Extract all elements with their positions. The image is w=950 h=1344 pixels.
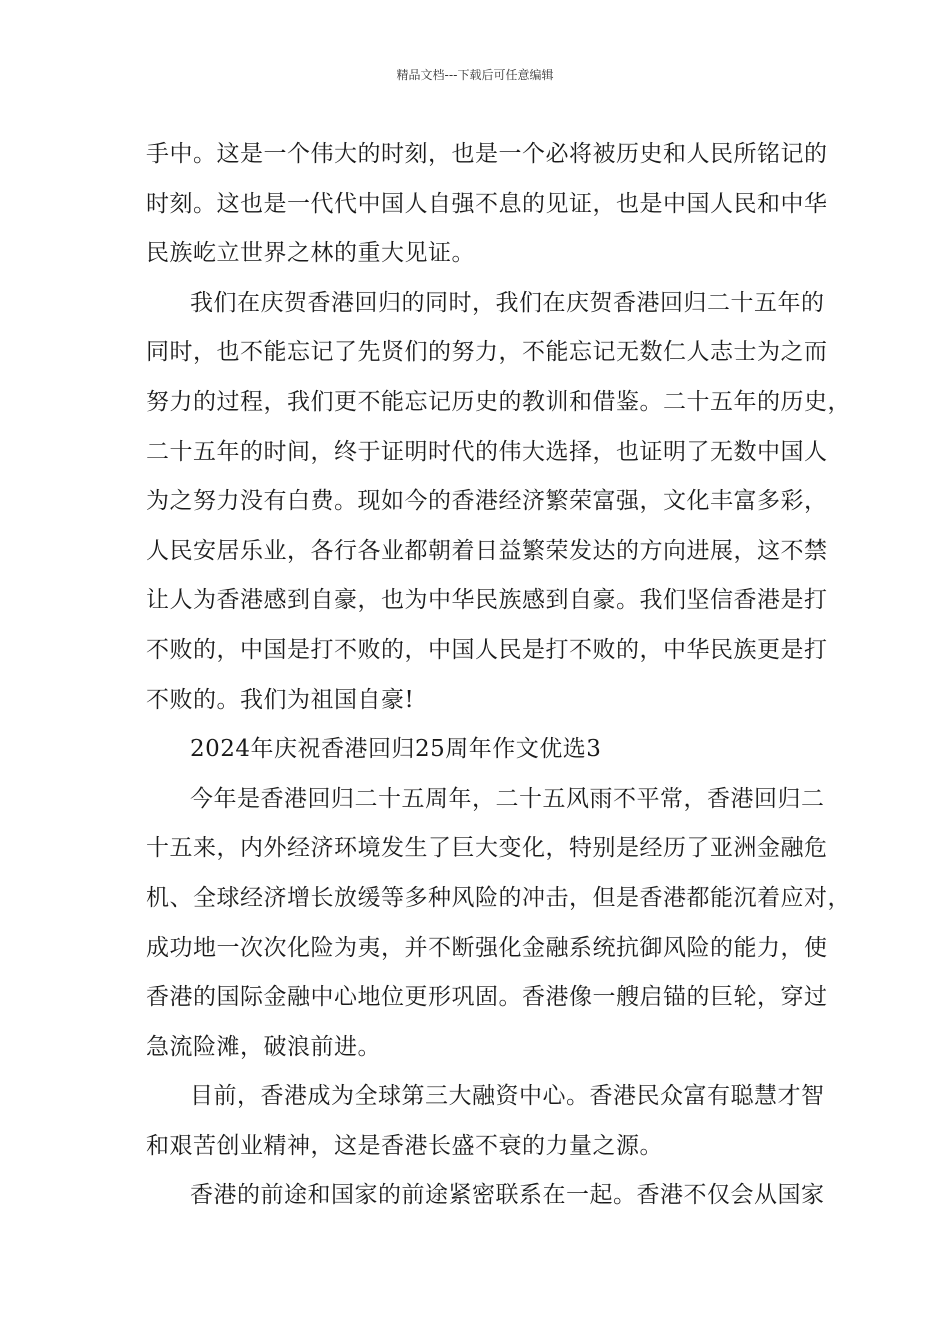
text-line: 不败的，中国是打不败的，中国人民是打不败的，中华民族更是打 — [146, 636, 828, 663]
text-line: 不败的。我们为祖国自豪! — [146, 686, 415, 713]
document-body — [146, 130, 851, 1221]
text-line: 手中。这是一个伟大的时刻，也是一个必将被历史和人民所铭记的 — [146, 141, 828, 167]
text-line: 急流险滩，破浪前进。 — [146, 1033, 381, 1060]
text-line: 让人为香港感到自豪，也为中华民族感到自豪。我们坚信香港是打 — [146, 587, 828, 614]
text-line: 香港的国际金融中心地位更形巩固。香港像一艘启锚的巨轮，穿过 — [146, 984, 828, 1011]
text-line: 和艰苦创业精神，这是香港长盛不衰的力量之源。 — [146, 1132, 663, 1159]
text-line: 民族屹立世界之林的重大见证。 — [146, 240, 475, 267]
text-line: 人民安居乐业，各行各业都朝着日益繁荣发达的方向进展，这不禁 — [146, 537, 828, 564]
text-line: 机、全球经济增长放缓等多种风险的冲击，但是香港都能沉着应对， — [146, 884, 851, 911]
text-line: 我们在庆贺香港回归的同时，我们在庆贺香港回归二十五年的 — [190, 289, 825, 316]
text-line: 香港的前途和国家的前途紧密联系在一起。香港不仅会从国家 — [190, 1182, 825, 1209]
text-line: 十五来，内外经济环境发生了巨大变化，特别是经历了亚洲金融危 — [146, 835, 828, 862]
text-line: 时刻。这也是一代代中国人自强不息的见证，也是中国人民和中华 — [146, 190, 828, 217]
text-line: 努力的过程，我们更不能忘记历史的教训和借鉴。二十五年的历史， — [146, 388, 851, 415]
text-line: 为之努力没有白费。现如今的香港经济繁荣富强，文化丰富多彩， — [146, 488, 828, 515]
text-line: 2024年庆祝香港回归25周年作文优选3 — [190, 736, 602, 763]
text-line: 今年是香港回归二十五周年，二十五风雨不平常，香港回归二 — [190, 785, 825, 812]
text-line: 同时，也不能忘记了先贤们的努力，不能忘记无数仁人志士为之而 — [146, 339, 828, 366]
text-line: 二十五年的时间，终于证明时代的伟大选择，也证明了无数中国人 — [146, 438, 828, 465]
text-line: 成功地一次次化险为夷，并不断强化金融系统抗御风险的能力，使 — [146, 934, 828, 961]
text-line: 目前，香港成为全球第三大融资中心。香港民众富有聪慧才智 — [190, 1083, 825, 1110]
page-header: 精品文档---下载后可任意编辑 — [396, 68, 554, 82]
